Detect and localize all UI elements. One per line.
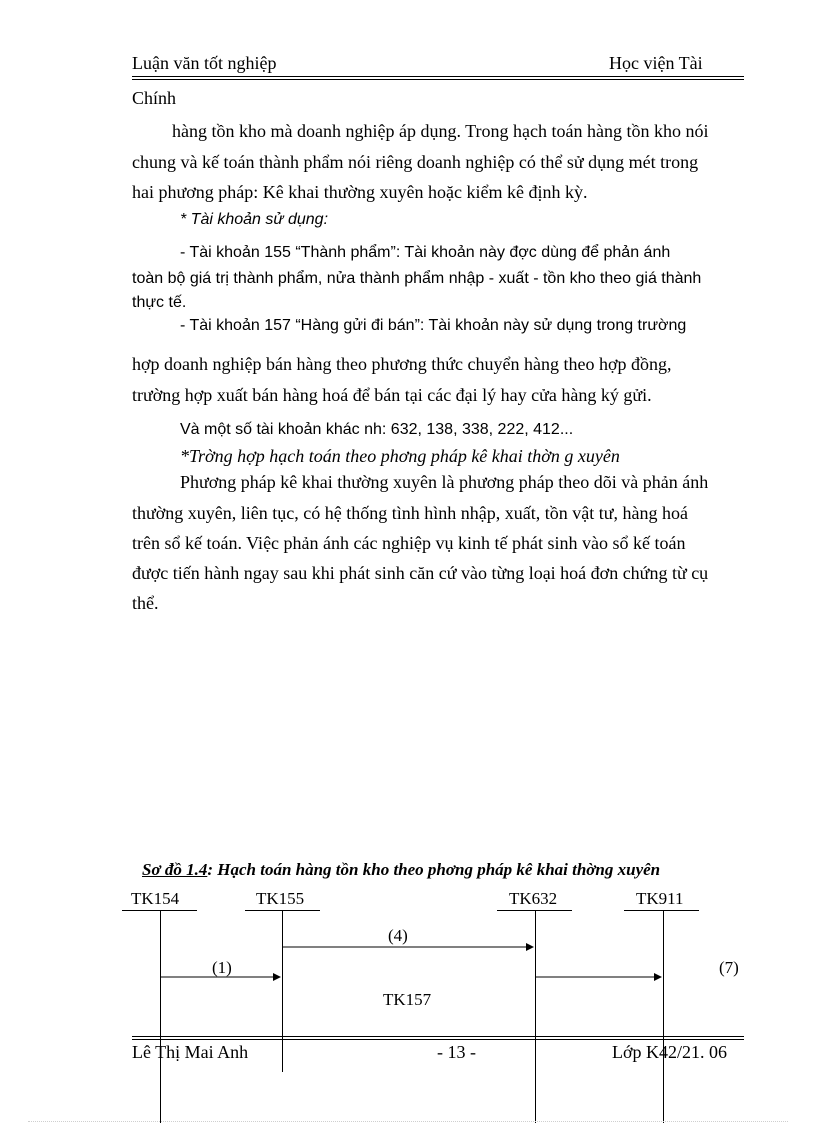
account-tk911: TK911 [636, 889, 684, 908]
paragraph-line: hợp doanh nghiệp bán hàng theo phương thức chuyển hàng theo hợp đồng, [132, 354, 672, 374]
footer-author: Lê Thị Mai Anh [132, 1042, 249, 1062]
section-heading: * Tài khoản sử dụng: [180, 211, 329, 228]
account-tk632: TK632 [509, 889, 558, 908]
paragraph-line: trên sổ kế toán. Việc phản ánh các nghiệp vụ kinh tế phát sinh vào sổ kế toán [132, 533, 686, 553]
paragraph-line: thực tế. [132, 294, 187, 311]
footer-rule [132, 1036, 744, 1037]
paragraph-line: - Tài khoản 155 “Thành phẩm”: Tài khoản này đợc dùng để phản ánh [180, 244, 671, 261]
paragraph-line: toàn bộ giá trị thành phẩm, nửa thành phẩm nhập - xuất - tồn kho theo giá thành [132, 270, 702, 287]
diagram-title-colon: : [207, 860, 213, 879]
account-tk155: TK155 [256, 889, 305, 908]
account-tk154: TK154 [131, 889, 180, 908]
paragraph-line: Và một số tài khoản khác nh: 632, 138, 338, 222, 412... [180, 421, 574, 438]
footer-class: Lớp K42/21. 06 [612, 1042, 728, 1062]
paragraph-line: hàng tồn kho mà doanh nghiệp áp dụng. Trong hạch toán hàng tồn kho nói [172, 121, 709, 141]
footer-rule-2 [132, 1039, 744, 1040]
arrow-label-1: (1) [212, 958, 232, 977]
paragraph-line: Phương pháp kê khai thường xuyên là phương pháp theo dõi và phản ánh [180, 472, 709, 492]
paragraph-line: trường hợp xuất bán hàng hoá để bán tại các đại lý hay cửa hàng ký gửi. [132, 385, 652, 405]
arrow-label-7: (7) [719, 958, 739, 977]
paragraph-line: thể. [132, 593, 159, 613]
paragraph-line: hai phương pháp: Kê khai thường xuyên hoặc kiểm kê định kỳ. [132, 182, 588, 202]
header-right: Học viện Tài [609, 53, 703, 73]
page-edge [28, 1121, 788, 1122]
arrow-label-4: (4) [388, 926, 408, 945]
account-tk157: TK157 [383, 990, 432, 1009]
section-heading: *Trờng hợp hạch toán theo phơng pháp kê khai thờn g xuyên [180, 446, 620, 466]
footer-page-number: - 13 - [437, 1042, 476, 1062]
header-left: Luận văn tốt nghiệp [132, 53, 277, 73]
header-continuation: Chính [132, 88, 177, 108]
paragraph-line: - Tài khoản 157 “Hàng gửi đi bán”: Tài khoản này sử dụng trong trường [180, 317, 687, 334]
diagram-title-prefix: Sơ đồ 1.4 [142, 860, 208, 879]
paragraph-line: chung và kế toán thành phẩm nói riêng doanh nghiệp có thể sử dụng mét trong [132, 152, 699, 172]
paragraph-line: thường xuyên, liên tục, có hệ thống tình hình nhập, xuất, tồn vật tư, hàng hoá [132, 503, 688, 523]
diagram-title-text: Hạch toán hàng tồn kho theo phơng pháp kê khai thờng xuyên [213, 860, 661, 879]
paragraph-line: được tiến hành ngay sau khi phát sinh căn cứ vào từng loại hoá đơn chứng từ cụ [132, 563, 709, 583]
